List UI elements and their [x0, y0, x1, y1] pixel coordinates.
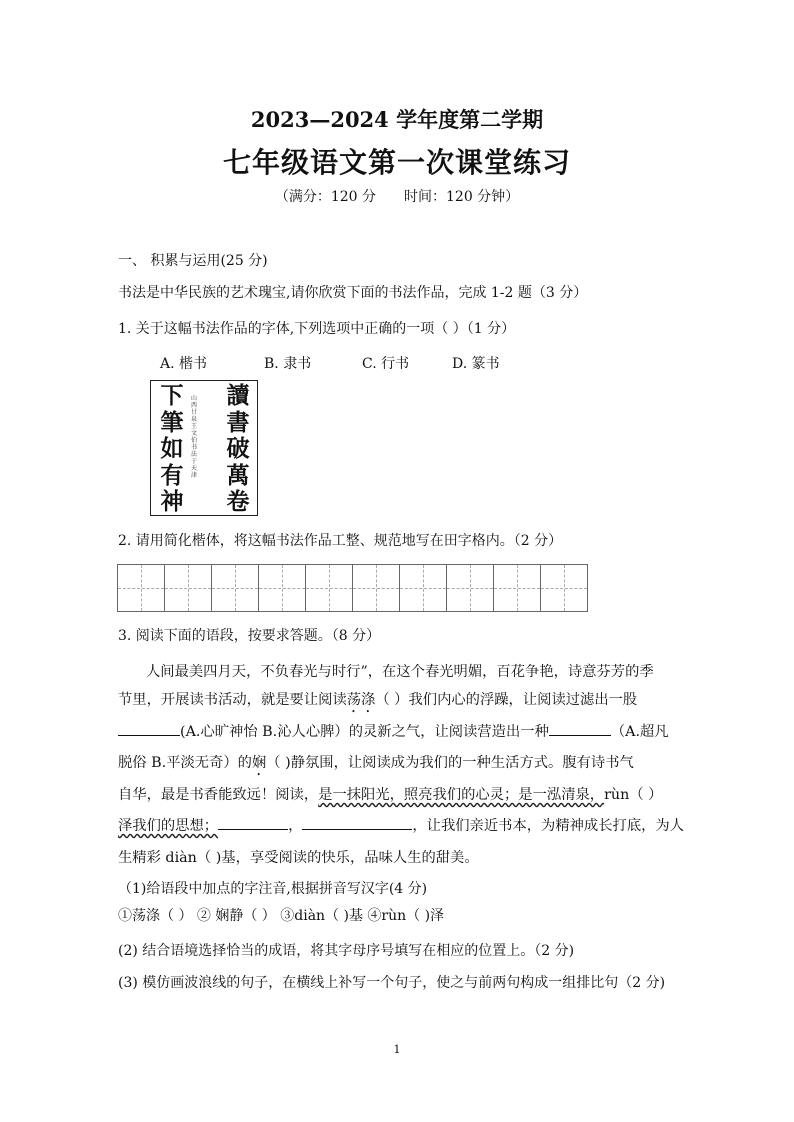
- dotted-word: 荡涤: [346, 692, 376, 708]
- option-b: B. 隶书: [264, 356, 312, 372]
- passage-text: 节里，开展读书活动，就是要让阅读: [118, 692, 347, 708]
- passage-text: 脱俗 B.平淡无奇）的: [118, 755, 252, 771]
- question-3-prompt: 3. 阅读下面的语段，按要求答题。（8 分）: [118, 628, 381, 644]
- question-2-prompt: 2. 请用简化楷体，将这幅书法作品工整、规范地写在田字格内。（2 分）: [118, 533, 563, 549]
- option-d: D. 篆书: [452, 356, 500, 372]
- passage-line-5: [118, 784, 662, 804]
- grid-cell[interactable]: [211, 564, 259, 612]
- passage-text: （ ）我们内心的浮躁，让阅读过滤出一股: [375, 692, 638, 708]
- calligraphy-image: [150, 380, 258, 516]
- passage-text: 自华，最是书香能致远！阅读，: [118, 787, 319, 803]
- passage-text: rùn（ ）: [604, 787, 663, 803]
- grid-cell[interactable]: [540, 564, 588, 612]
- passage-line-6: [118, 815, 684, 835]
- passage-line-4: [118, 752, 634, 779]
- sub-question-1-items: ①荡涤（ ） ② 娴静（ ） ③diàn（ )基 ④rùn（ )泽: [118, 908, 445, 924]
- grid-cell[interactable]: [164, 564, 212, 612]
- passage-text: (A.心旷神怡 B.沁人心脾）的灵新之气，让阅读营造出一种: [180, 724, 549, 740]
- wavy-underlined-text: 泽我们的思想；: [118, 818, 219, 834]
- option-a: A. 楷书: [160, 356, 208, 372]
- passage-text: ，: [288, 818, 303, 834]
- grid-cell[interactable]: [305, 564, 353, 612]
- blank-line[interactable]: [549, 723, 611, 736]
- section-heading: 一、 积累与运用(25 分): [118, 253, 268, 269]
- calligraphy-left-column: 下 筆 如 有 神: [160, 382, 184, 515]
- grid-cell[interactable]: [258, 564, 306, 612]
- year-term-heading: 2023—2024 学年度第二学期: [250, 107, 544, 132]
- score-info: （满分：120 分: [274, 189, 376, 205]
- option-c: C. 行书: [362, 356, 410, 372]
- passage-text: （ )静氛围，让阅读成为我们的一种生活方式。腹有诗书气: [266, 755, 634, 771]
- tianzige-grid: [118, 564, 588, 612]
- passage-text: ，让我们亲近书本，为精神成长打底，为人: [412, 818, 685, 834]
- page-number: 1: [393, 1043, 401, 1056]
- grid-cell[interactable]: [493, 564, 541, 612]
- passage-line-3: [118, 721, 669, 741]
- passage-line-2: [118, 689, 637, 716]
- calligraphy-right-column: 讀 書 破 萬 卷: [226, 382, 250, 515]
- blank-line[interactable]: [118, 723, 180, 736]
- sub-question-3: (3) 模仿画波浪线的句子，在横线上补写一个句子，使之与前两句构成一组排比句（2 分): [118, 975, 666, 991]
- grid-cell[interactable]: [117, 564, 165, 612]
- exam-info: [0, 186, 794, 206]
- calligraphy-inscription: 山西甘泉王文伯书法于天津: [191, 395, 198, 479]
- passage-line-7: 生精彩 diàn（ )基，享受阅读的快乐，品味人生的甜美。: [118, 850, 479, 866]
- question-1-prompt: 1. 关于这幅书法作品的字体,下列选项中正确的一项（ ）（1 分）: [118, 321, 516, 337]
- grid-cell[interactable]: [352, 564, 400, 612]
- dotted-word: 娴: [251, 755, 267, 771]
- page-title: 七年级语文第一次课堂练习: [222, 146, 571, 179]
- blank-line[interactable]: [302, 817, 412, 830]
- section-intro: 书法是中华民族的艺术瑰宝,请你欣赏下面的书法作品，完成 1-2 题（3 分）: [118, 285, 588, 301]
- time-info: 时间：120 分钟）: [404, 189, 520, 205]
- sub-question-1: （1)给语段中加点的字注音,根据拼音写汉字(4 分): [118, 881, 428, 897]
- sub-question-2: (2) 结合语境选择恰当的成语，将其字母序号填写在相应的位置上。（2 分): [118, 943, 575, 959]
- wavy-underlined-text: 是一抹阳光，照亮我们的心灵；是一泓清泉，: [318, 787, 605, 803]
- grid-cell[interactable]: [399, 564, 447, 612]
- passage-line-1: 人间最美四月天，不负春光与时行”，在这个春光明媚，百花争艳，诗意芬芳的季: [146, 664, 654, 680]
- question-1-options: [160, 353, 500, 373]
- grid-cell[interactable]: [446, 564, 494, 612]
- passage-text: （A.超凡: [610, 724, 669, 740]
- blank-line[interactable]: [218, 817, 288, 830]
